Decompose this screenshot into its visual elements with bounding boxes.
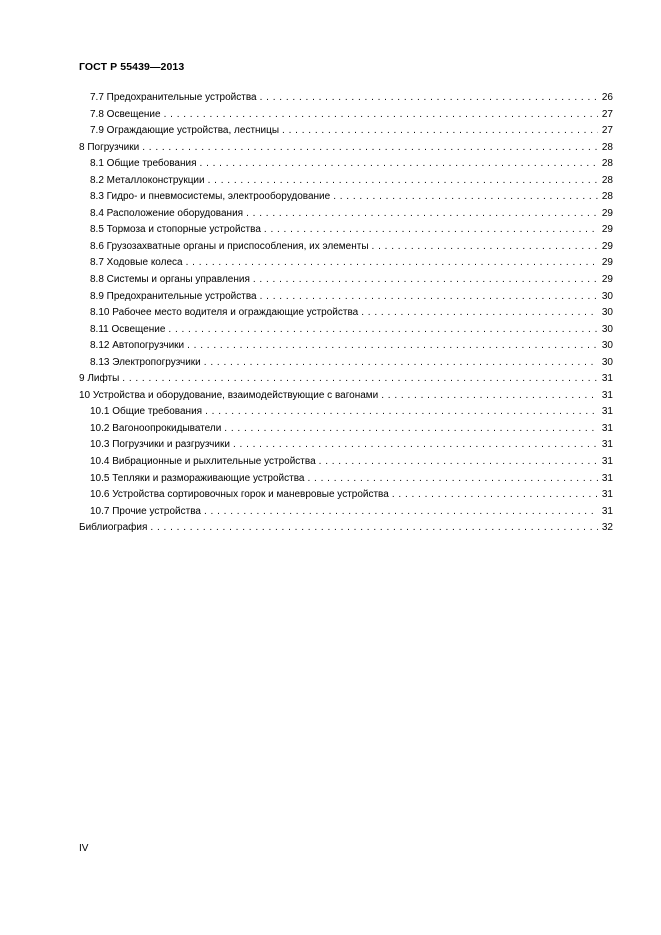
toc-dot-leader bbox=[164, 109, 598, 120]
toc-entry-page: 27 bbox=[601, 125, 613, 137]
toc-entry[interactable] bbox=[79, 291, 613, 308]
toc-entry-title: 7.9 Ограждающие устройства, лестницы bbox=[90, 125, 280, 137]
toc-entry[interactable] bbox=[79, 522, 613, 539]
toc-dot-leader bbox=[205, 406, 598, 417]
toc-entry-page: 30 bbox=[601, 356, 613, 368]
toc-entry-page: 29 bbox=[601, 274, 613, 286]
toc-dot-leader bbox=[246, 208, 598, 219]
toc-entry-page: 30 bbox=[601, 307, 613, 319]
toc-entry-title: 10.2 Вагоноопрокидыватели bbox=[90, 422, 222, 434]
toc-dot-leader bbox=[392, 489, 598, 500]
toc-entry-page: 30 bbox=[601, 323, 613, 335]
toc-entry-title: 10.4 Вибрационные и рыхлительные устройства bbox=[90, 456, 316, 468]
toc-dot-leader bbox=[186, 257, 598, 268]
toc-dot-leader bbox=[260, 291, 598, 302]
toc-entry-title: 7.7 Предохранительные устройства bbox=[90, 92, 257, 103]
toc-entry-page: 28 bbox=[601, 191, 613, 203]
toc-entry[interactable] bbox=[79, 158, 613, 175]
page-number: IV bbox=[79, 843, 89, 854]
toc-entry-page: 29 bbox=[601, 224, 613, 236]
toc-dot-leader bbox=[187, 340, 598, 351]
toc-entry[interactable] bbox=[79, 473, 613, 490]
toc-dot-leader bbox=[361, 307, 598, 318]
toc-entry[interactable] bbox=[79, 390, 613, 407]
toc-dot-leader bbox=[200, 158, 598, 169]
toc-dot-leader bbox=[224, 423, 598, 434]
toc-entry[interactable] bbox=[79, 274, 613, 291]
toc-entry-title: 8.13 Электропогрузчики bbox=[90, 356, 201, 368]
toc-entry-page: 29 bbox=[601, 257, 613, 269]
toc-entry-page: 30 bbox=[601, 290, 613, 302]
toc-entry[interactable] bbox=[79, 307, 613, 324]
toc-entry-title: 7.8 Освещение bbox=[90, 108, 161, 120]
toc-dot-leader bbox=[150, 522, 598, 533]
toc-entry[interactable] bbox=[79, 406, 613, 423]
toc-dot-leader bbox=[319, 456, 598, 467]
toc-entry-title: 10 Устройства и оборудование, взаимодействующие с вагонами bbox=[79, 389, 379, 401]
toc-entry[interactable] bbox=[79, 208, 613, 225]
toc-entry[interactable] bbox=[79, 241, 613, 258]
document-header: ГОСТ Р 55439—2013 bbox=[79, 61, 185, 73]
toc-entry-title: 8 Погрузчики bbox=[79, 141, 140, 153]
toc-dot-leader bbox=[204, 506, 598, 517]
toc-entry-title: 10.7 Прочие устройства bbox=[90, 505, 201, 517]
toc-dot-leader bbox=[168, 324, 598, 335]
table-of-contents bbox=[79, 92, 613, 539]
toc-entry-title: 8.11 Освещение bbox=[90, 323, 166, 335]
toc-entry-title: 8.4 Расположение оборудования bbox=[90, 207, 244, 219]
toc-entry-page: 31 bbox=[601, 439, 613, 451]
toc-entry-page: 31 bbox=[601, 389, 613, 401]
toc-entry-title: 8.6 Грузозахватные органы и приспособления, их элементы bbox=[90, 240, 369, 252]
toc-entry[interactable] bbox=[79, 224, 613, 241]
toc-entry[interactable] bbox=[79, 439, 613, 456]
toc-dot-leader bbox=[208, 175, 598, 186]
toc-entry[interactable] bbox=[79, 125, 613, 142]
toc-entry[interactable] bbox=[79, 142, 613, 159]
toc-dot-leader bbox=[381, 390, 598, 401]
toc-dot-leader bbox=[233, 439, 598, 450]
toc-entry-title: 9 Лифты bbox=[79, 373, 120, 385]
toc-entry-title: 8.10 Рабочее место водителя и ограждающие устройства bbox=[90, 307, 359, 319]
toc-entry-title: Библиография bbox=[79, 522, 148, 534]
toc-entry-page: 31 bbox=[601, 373, 613, 385]
toc-entry-page: 29 bbox=[601, 207, 613, 219]
toc-entry[interactable] bbox=[79, 92, 613, 109]
toc-dot-leader bbox=[260, 92, 598, 103]
toc-entry-title: 8.1 Общие требования bbox=[90, 158, 197, 170]
toc-entry-title: 8.9 Предохранительные устройства bbox=[90, 290, 257, 302]
toc-dot-leader bbox=[204, 357, 598, 368]
toc-entry[interactable] bbox=[79, 423, 613, 440]
toc-entry-title: 8.2 Металлоконструкции bbox=[90, 174, 205, 186]
toc-entry-title: 8.8 Системы и органы управления bbox=[90, 274, 250, 286]
toc-entry-page: 31 bbox=[601, 505, 613, 517]
toc-entry-page: 32 bbox=[601, 522, 613, 534]
toc-entry-page: 27 bbox=[601, 108, 613, 120]
toc-entry-page: 28 bbox=[601, 158, 613, 170]
toc-entry[interactable] bbox=[79, 191, 613, 208]
toc-dot-leader bbox=[333, 191, 598, 202]
toc-entry[interactable] bbox=[79, 489, 613, 506]
toc-entry[interactable] bbox=[79, 506, 613, 523]
toc-entry-title: 8.7 Ходовые колеса bbox=[90, 257, 183, 269]
toc-entry-page: 31 bbox=[601, 422, 613, 434]
toc-entry-title: 10.1 Общие требования bbox=[90, 406, 203, 418]
toc-dot-leader bbox=[264, 224, 598, 235]
toc-dot-leader bbox=[122, 373, 598, 384]
toc-entry[interactable] bbox=[79, 175, 613, 192]
toc-entry-page: 28 bbox=[601, 174, 613, 186]
toc-entry-page: 28 bbox=[601, 141, 613, 153]
toc-entry[interactable] bbox=[79, 324, 613, 341]
toc-entry-title: 10.5 Тепляки и размораживающие устройства bbox=[90, 472, 305, 484]
toc-entry[interactable] bbox=[79, 456, 613, 473]
toc-entry-page: 31 bbox=[601, 472, 613, 484]
toc-entry-page: 31 bbox=[601, 489, 613, 501]
toc-entry-title: 8.3 Гидро- и пневмосистемы, электрооборудование bbox=[90, 191, 331, 203]
toc-entry-page: 30 bbox=[601, 340, 613, 352]
toc-entry[interactable] bbox=[79, 257, 613, 274]
toc-entry[interactable] bbox=[79, 109, 613, 126]
toc-entry[interactable] bbox=[79, 373, 613, 390]
toc-entry[interactable] bbox=[79, 340, 613, 357]
toc-entry-title: 10.3 Погрузчики и разгрузчики bbox=[90, 439, 230, 451]
toc-dot-leader bbox=[307, 473, 598, 484]
toc-entry-page: 26 bbox=[601, 92, 613, 103]
toc-entry-title: 8.12 Автопогрузчики bbox=[90, 340, 185, 352]
toc-entry-title: 8.5 Тормоза и стопорные устройства bbox=[90, 224, 261, 236]
toc-entry[interactable] bbox=[79, 357, 613, 374]
toc-dot-leader bbox=[142, 142, 598, 153]
toc-entry-page: 31 bbox=[601, 406, 613, 418]
toc-dot-leader bbox=[282, 125, 598, 136]
toc-entry-page: 31 bbox=[601, 456, 613, 468]
toc-entry-title: 10.6 Устройства сортировочных горок и маневровые устройства bbox=[90, 489, 389, 501]
toc-dot-leader bbox=[372, 241, 598, 252]
toc-dot-leader bbox=[253, 274, 598, 285]
toc-entry-page: 29 bbox=[601, 240, 613, 252]
